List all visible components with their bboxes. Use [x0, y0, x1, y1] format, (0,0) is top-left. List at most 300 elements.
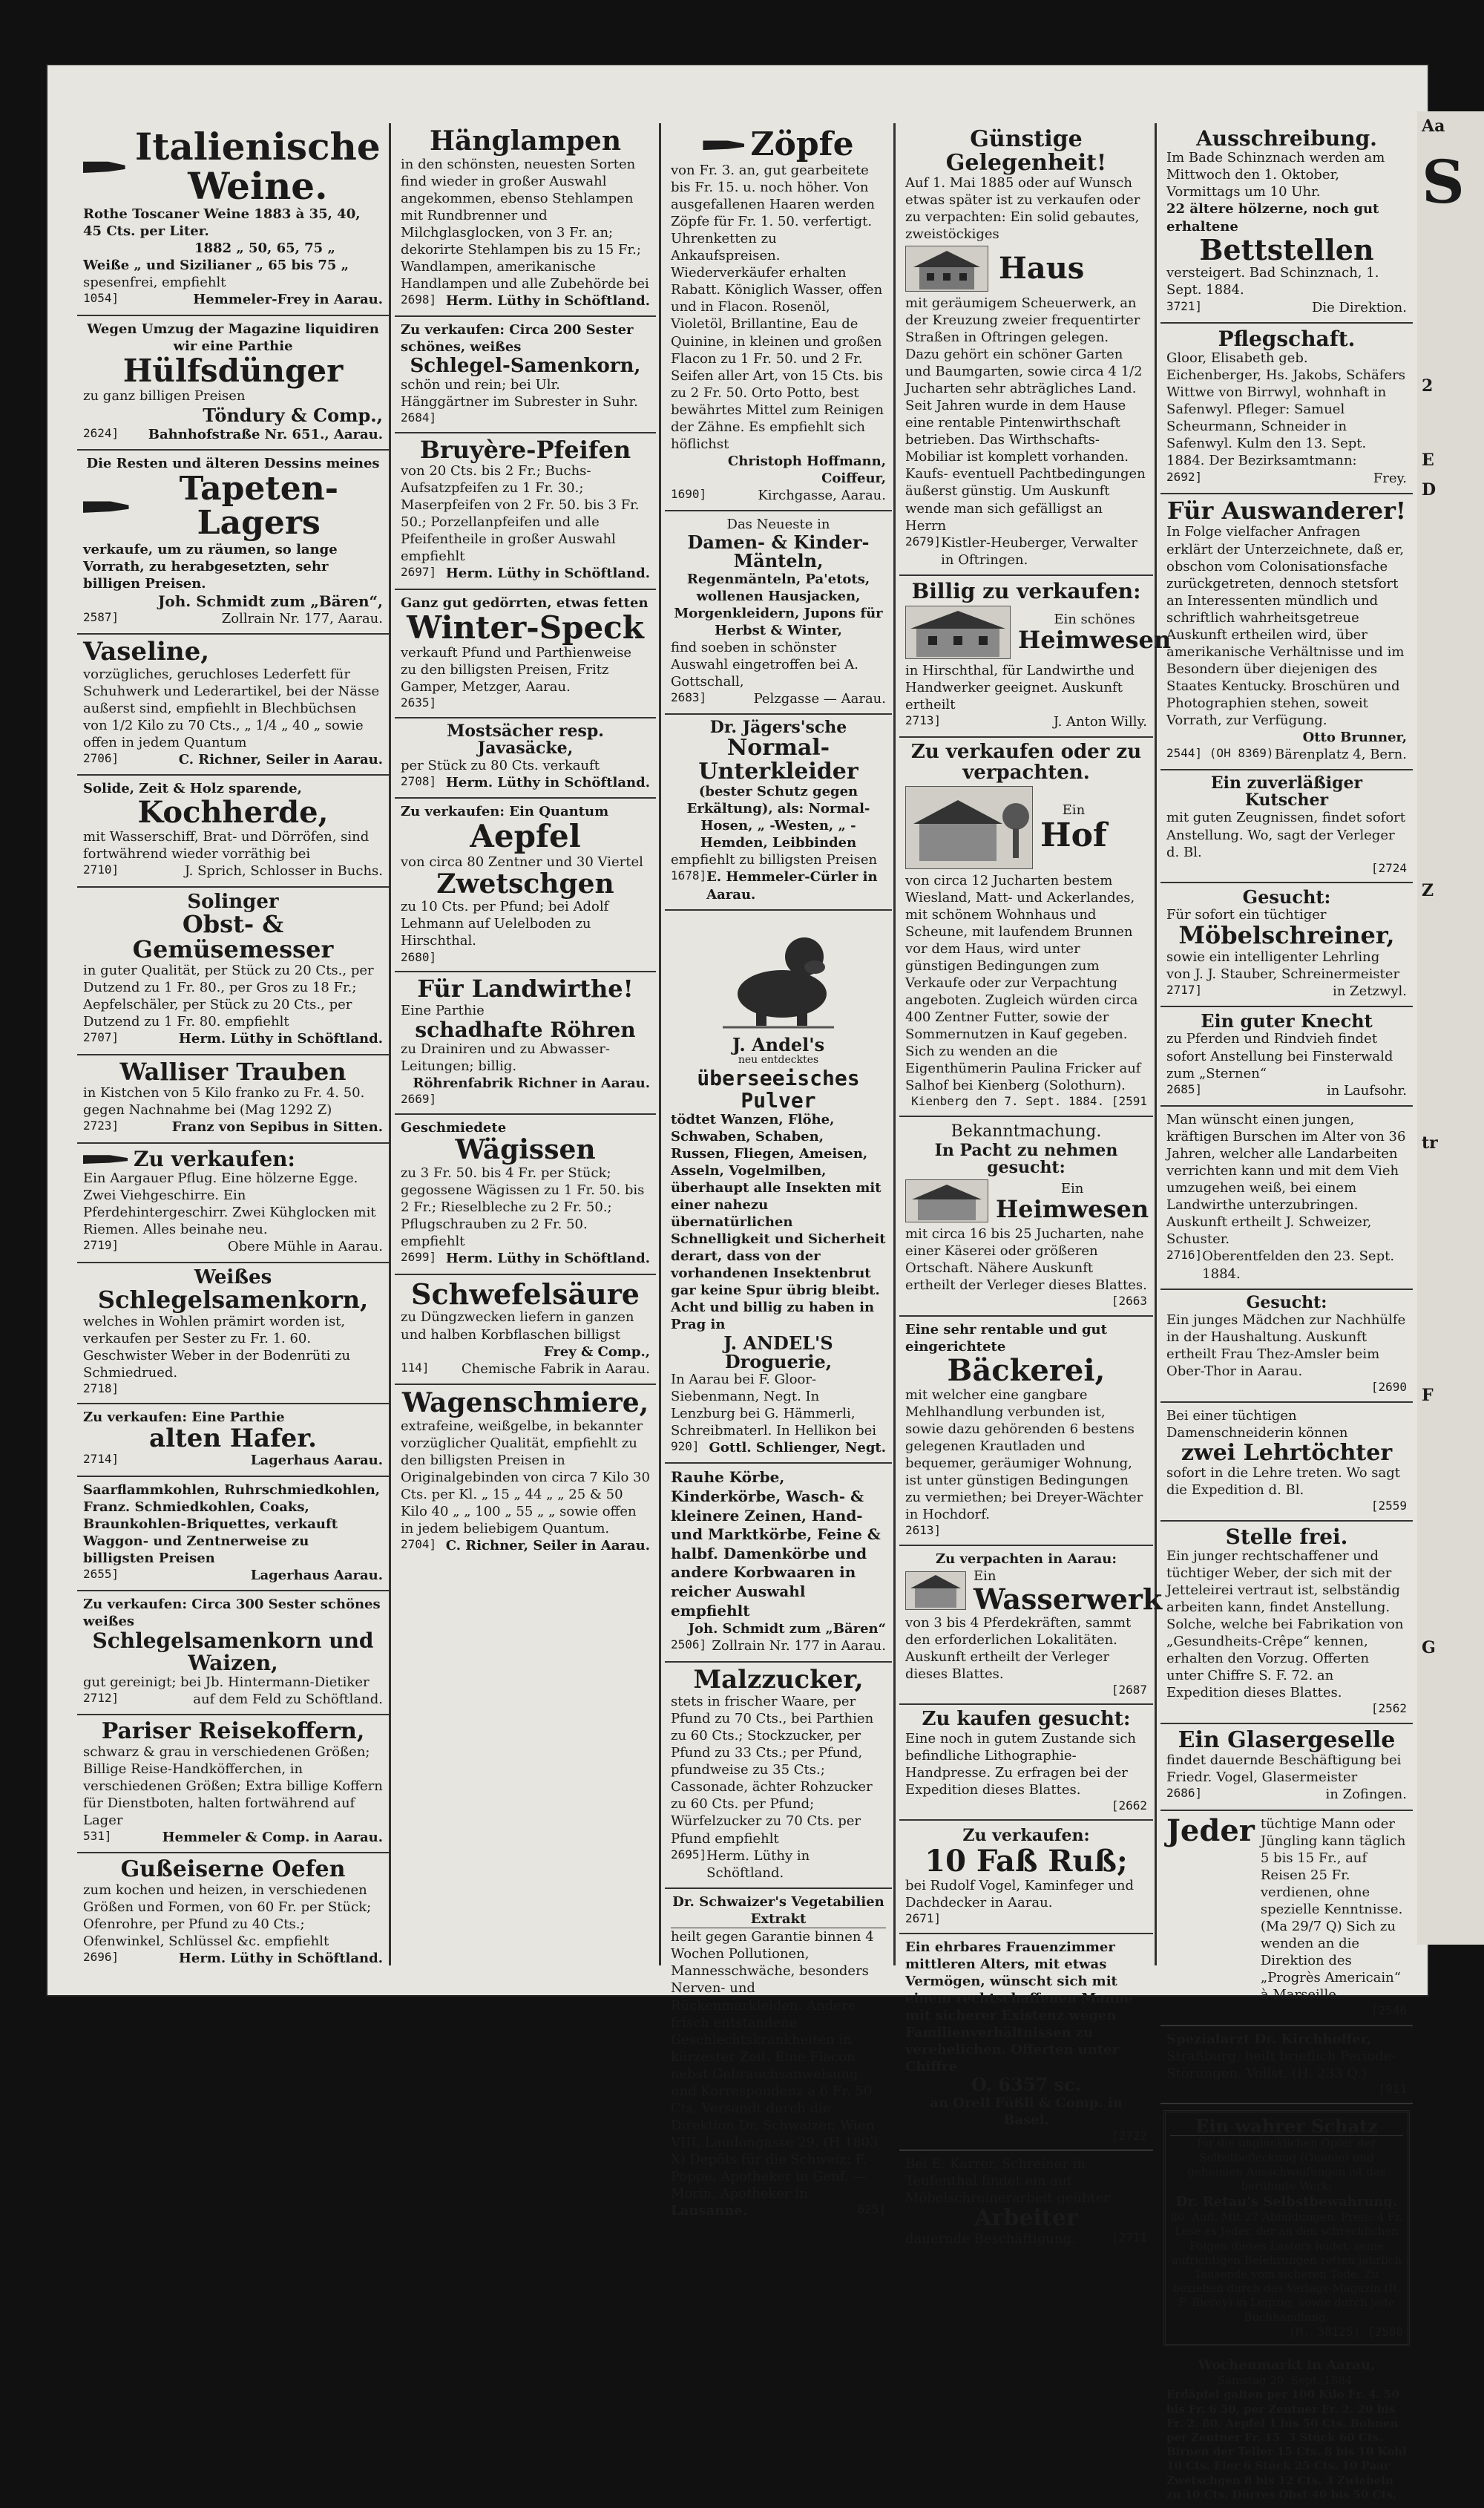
ad-signature: auf dem Feld zu Schöftland.: [193, 1692, 383, 1708]
farm-illustration: [905, 786, 1033, 869]
ad-text: Ein: [1062, 802, 1086, 819]
ad-title: Billig zu verkaufen:: [911, 579, 1141, 604]
ad-fass-russ: [899, 1821, 1153, 1934]
ad-signature: C. Richner, Seiler in Aarau.: [445, 1537, 650, 1553]
ad-text: Gloor, Elisabeth geb. Eichenberger, Hs. Jakobs, Schäfers Wittwe von Birrwyl, wohnhaft in Safenwyl. Pfleger: Samuel Scheurmann, Schneider in Safenwyl. Kulm den 13. Sept. 1884. Der Bezirksamtmann:: [1166, 350, 1406, 469]
ad-text: Wegen Umzug der Magazine liquidiren wir eine Parthie: [87, 321, 379, 354]
ad-title: Ein wahrer Schatz: [1170, 2117, 1403, 2136]
ad-number: 920]: [671, 1439, 700, 1453]
ad-firm: Christoph Hoffmann, Coiffeur,: [727, 453, 886, 486]
ad-text: bei Rudolf Vogel, Kaminfeger und Dachdecker in Aarau.: [905, 1878, 1134, 1911]
ad-text: Saarflammkohlen, Ruhrschmiedkohlen, Franz. Schmiedkohlen, Coaks, Braunkohlen-Briquettes, verkauft Waggon- und Zentnerweise zu billigsten Preisen: [83, 1481, 381, 1566]
ad-signature: Zollrain Nr. 177, Aarau.: [221, 610, 383, 626]
ad-schlegelsamenkorn-waizen: [77, 1591, 389, 1715]
house-illustration: [905, 1571, 966, 1610]
ad-alten-hafer: [77, 1404, 389, 1477]
ad-number: 2707]: [83, 1030, 119, 1045]
ad-title: 10 Faß Ruß;: [925, 1844, 1128, 1879]
ad-firm: Joh. Schmidt zum „Bären“: [688, 1621, 886, 1637]
ad-text: extrafeine, weißgelbe, in bekannter vorzüglicher Qualität, empfiehlt zu den billigsten Preisen in Originalgebinden von circa 7 Kilo 30 Cts. per Kl. „ 15 „ 44 „ „ 25 & 50 Kilo 40 „ „ 100 „ 55 „ „ sowie offen in jedem beliebigem Quantum.: [401, 1418, 650, 1536]
ad-huelfsduenger: [77, 316, 389, 451]
ad-vaseline: [77, 635, 389, 776]
ad-number: 2624]: [83, 425, 119, 440]
ad-text: gut gereinigt; bei Jb. Hintermann-Dietiker: [83, 1674, 370, 1690]
ad-signature: Kistler-Heuberger, Verwalter in Oftringen.: [941, 534, 1137, 568]
ad-title: überseeisches Pulver: [697, 1066, 860, 1113]
ad-text: dauernde Beschäftigung.: [905, 2230, 1076, 2247]
ad-arbeiter-teufenthal: [899, 2151, 1153, 2253]
ad-wasserwerk: [899, 1546, 1163, 1706]
ad-title: J. Andel's: [732, 1034, 825, 1056]
ad-number: 2719]: [83, 1238, 119, 1253]
ad-text: Die Resten und älteren Dessins meines: [86, 456, 380, 472]
adjacent-page-text: 2: [1422, 376, 1434, 396]
adjacent-page-text: tr: [1422, 1133, 1438, 1153]
ad-title: Damen- & Kinder-Mänteln,: [687, 531, 870, 572]
ad-zu-verkaufen-pflug: [77, 1144, 389, 1263]
ad-title: Jeder: [1166, 1813, 1255, 1848]
ad-signature: Herm. Lüthy in Schöftland.: [445, 293, 650, 310]
ad-text: zum kochen und heizen, in verschiedenen Größen und Formen, von 60 Fr. per Stück; Ofenrohre, per Pfund zu 40 Cts.; Ofenwinkel, Schlüssel &c. empfiehlt: [83, 1882, 372, 1950]
ad-number: 3721]: [1166, 298, 1203, 313]
ad-signature: Herm. Lüthy in Schöftland.: [178, 1031, 383, 1047]
ad-number: (M. 38125) [2580: [1288, 2324, 1403, 2339]
ad-title: Walliser Trauben: [119, 1057, 347, 1086]
ad-title: Dr. Jägers'sche: [709, 718, 847, 738]
ad-number: [2546: [1370, 2003, 1407, 2018]
ad-number: 2506]: [671, 1637, 707, 1652]
ad-firm: Töndury & Comp.,: [203, 404, 383, 426]
ad-pflegschaft: [1160, 324, 1413, 494]
ad-tapeten-lager: [77, 451, 389, 635]
ad-solinger-messer: [77, 888, 389, 1055]
ad-signature: in Zetzwyl.: [1332, 983, 1407, 999]
pointing-hand-icon: [83, 154, 125, 180]
ad-number: 1678]: [671, 868, 707, 883]
ad-number: 2683]: [671, 690, 707, 704]
adjacent-page-text: F: [1422, 1386, 1434, 1405]
column-rule: [893, 123, 896, 1965]
ad-text: Bei einer tüchtigen Damenschneiderin können: [1166, 1407, 1348, 1441]
ad-text: von Fr. 3. an, gut gearbeitete bis Fr. 15. u. noch höher. Von ausgefallenen Haaren werden Zöpfe für Fr. 1. 50. verfertigt. Uhrenketten zu Ankaufspreisen. Wiederverkäufer erhalten Rabatt. Königlich Wasser, offen und in Flacon. Rosenöl, Violetöl, Brillantine, Eau de Quinine, in kleinen und großen Flacon zu 1 Fr. 50. und 2 Fr. Seifen aller Art, von 15 Cts. bis zu 2 Fr. 50. Orto Potto, best bewährtes Mittel zum Reinigen der Zähne. Es empfiehlt sich höflichst: [671, 163, 884, 452]
ad-number: 2669]: [401, 1092, 437, 1107]
house-illustration: [905, 1179, 988, 1222]
ad-maedchen-gesucht: [1160, 1290, 1413, 1403]
ad-fuer-landwirthe: [395, 972, 656, 1115]
ad-wochenmarkt: [1160, 2352, 1413, 2508]
ad-walliser-trauben: [77, 1055, 389, 1144]
ad-title: Pariser Reisekoffern,: [101, 1718, 365, 1745]
ad-title: Zu verkaufen oder zu verpachten.: [910, 741, 1142, 784]
ad-wagenschmiere: [395, 1385, 656, 1560]
ad-number: 2698]: [401, 292, 437, 307]
ad-text: in den schönsten, neuesten Sorten find wieder in großer Auswahl angekommen, ebenso Stehlampen mit Rundbrenner und Milchglasglocken, von 3 Fr. an; dekorirte Stehlampen bis zu 15 Fr.; Wandlampen, amerikanische Handlampen und alle Zubehörde bei: [401, 156, 649, 292]
ad-text: Im Bade Schinznach werden am Mittwoch den 1. Oktober, Vormittags um 10 Uhr.: [1166, 150, 1385, 200]
ad-text: Für sofort ein tüchtiger: [1166, 907, 1327, 923]
adjacent-page-text: S: [1422, 147, 1465, 217]
adjacent-page-text: G: [1422, 1638, 1436, 1657]
ad-title: Hülfsdünger: [122, 352, 344, 389]
adjacent-page-text: Z: [1422, 881, 1434, 900]
ad-firm: Röhrenfabrik Richner in Aarau.: [413, 1075, 650, 1092]
ad-text: Zu verkaufen: Eine Parthie: [83, 1409, 285, 1425]
ad-number: 2544] (OH 8369): [1166, 745, 1274, 760]
ad-firm: Frey & Comp.,: [543, 1343, 650, 1360]
ad-text: für die unglücklichen Opfer der Selbstbefleckung (Onanie) und geheimen Ausschweifungen ist das berühmte Werk:: [1187, 2136, 1386, 2193]
ad-text: in guter Qualität, per Stück zu 20 Cts., per Dutzend zu 1 Fr. 80., per Gros zu 18 Fr.; Aepfelschäler, per Stück zu 20 Cts., per Dutzend zu 1 Fr. 80. empfiehlt: [83, 963, 374, 1030]
ad-title: Dr. Schwaizer's Vegetabilien Extrakt: [671, 1893, 886, 1928]
ad-title: Bettstellen: [1199, 232, 1374, 266]
ad-signature: Hemmeler & Comp. in Aarau.: [162, 1830, 383, 1846]
ad-number: Kienberg den 7. Sept. 1884. [2591: [911, 1094, 1147, 1109]
ad-text: tödtet Wanzen, Flöhe, Schwaben, Schaben, Russen, Fliegen, Ameisen, Asseln, Vogelmilben, überhaupt alle Insekten mit einer nahezu übernatürlichen Schnelligkeit und Sicherheit derart, dass von der vorhandenen Insektenbrut gar keine Spur übrig bleibt. Acht und billig zu haben in Prag in: [671, 1112, 886, 1333]
ad-glasergeselle: [1160, 1724, 1413, 1811]
ad-signature: Herm. Lüthy in Schöftland.: [445, 566, 650, 582]
ad-number: [2687: [1111, 1682, 1147, 1697]
ad-text: Ein: [974, 1568, 997, 1584]
ad-title: Ausschreibung.: [1196, 126, 1377, 151]
ad-number: [2711: [1111, 2230, 1147, 2245]
ad-text: zu Drainiren und zu Abwasser-Leitungen; billig.: [401, 1041, 610, 1075]
ad-text: spesenfrei, empfiehlt: [83, 275, 226, 291]
ad-number: [2690: [1370, 1380, 1407, 1395]
ad-text: Bekanntmachung.: [951, 1122, 1102, 1141]
ad-title: Haus: [999, 251, 1085, 287]
ad-signature: Lausanne.: [671, 2202, 748, 2219]
ad-text: Ein ehrbares Frauenzimmer mittleren Alters, mit etwas Vermögen, wünscht sich mit einem rechtschaffenen Manne mit sicherer Existenz wegen Familienverhältnissen zu verehelichen. Offerten unter Chiffre: [905, 1939, 1133, 2075]
ad-title: Pflegschaft.: [1218, 326, 1356, 351]
ad-title: Aepfel: [470, 818, 581, 855]
ad-text: find soeben in schönster Auswahl eingetroffen bei A. Gottschall,: [671, 639, 859, 690]
ad-text: Ein schönes: [1054, 612, 1135, 628]
ad-title: Möbelschreiner,: [1178, 921, 1395, 950]
ad-jeder-mann: [1160, 1811, 1413, 2026]
ad-andels-pulver: [665, 911, 892, 1464]
ad-title: Für Auswanderer!: [1167, 496, 1406, 525]
ad-text: neu entdecktes: [738, 1054, 819, 1067]
ad-text: Solide, Zeit & Holz sparende,: [83, 781, 302, 797]
ad-text: mit circa 16 bis 25 Jucharten, nahe einer Käserei oder größeren Ortschaft. Nähere Auskunft ertheilt der Verleger dieses Blattes.: [905, 1226, 1147, 1294]
ad-text: Straßburg, heilt brieflich Periode-Störungen. Vollst. (H. 233 Q.): [1166, 2048, 1396, 2081]
ad-signature: Herm. Lüthy in Schöftland.: [445, 1251, 650, 1267]
ad-signature: E. Hemmeler-Cürler in Aarau.: [706, 869, 878, 903]
column-5: [1160, 123, 1413, 2501]
ad-number: 2717]: [1166, 982, 1203, 997]
ad-schlegelsamenkorn-weber: [77, 1263, 389, 1404]
ad-firm: J. ANDEL'S Droguerie,: [723, 1332, 833, 1372]
ad-signature: Pelzgasse — Aarau.: [753, 690, 886, 707]
ad-number: 2635]: [401, 695, 437, 710]
ad-signature: Die Direktion.: [1311, 299, 1407, 315]
ad-text: 1882 „ 50, 65, 75 „: [194, 240, 335, 257]
ad-aepfel-zwetschgen: [395, 799, 656, 972]
ad-text: Eine noch in gutem Zustande sich befindliche Lithographie-Handpresse. Zu erfragen bei der Expedition dieses Blattes.: [905, 1730, 1137, 1798]
ad-stelle-frei: [1160, 1522, 1413, 1724]
ad-title: Gesucht:: [1246, 1293, 1327, 1312]
ad-text: schwarz & grau in verschiedenen Größen; Billige Reise-Handköfferchen, in verschiedenen Größen; Extra billige Koffern für Dienstboten, halten fortwährend auf Lager: [83, 1744, 383, 1829]
ad-number: 2704]: [401, 1536, 437, 1551]
ad-text: zu 3 Fr. 50. bis 4 Fr. per Stück; gegossene Wägissen zu 1 Fr. 50. bis 2 Fr.; Rieselbleche zu 2 Fr. 50.; Pflugschrauben zu 2 Fr. 50. empfiehlt: [401, 1165, 645, 1250]
ad-text: mit geräumigem Scheuerwerk, an der Kreuzung zweier frequentirter Straßen in Oftringen gelegen. Dazu gehört ein schöner Garten und Baumgarten, sowie circa 4 1/2 Jucharten sehr abträgliches Land. Seit Jahren wurde in dem Hause eine rentable Pintenwirthschaft betrieben. Das Wirthschafts-Mobiliar ist komplett vorhanden. Kaufs- eventuell Pachtbedingungen äußerst günstig. Um Auskunft wende man sich gefälligst an Herrn: [905, 295, 1146, 534]
ad-text: mit guten Zeugnissen, findet sofort Anstellung. Wo, sagt der Verleger d. Bl.: [1166, 810, 1406, 860]
ad-number: 2686]: [1166, 1786, 1203, 1801]
ad-signature: Gottl. Schlienger, Negt.: [709, 1440, 886, 1456]
ad-text: empfiehlt zu billigsten Preisen: [671, 852, 878, 868]
ad-number: 2697]: [401, 565, 437, 580]
ad-signature: Franz von Sepibus in Sitten.: [171, 1119, 383, 1136]
pointing-hand-icon: [83, 1149, 128, 1168]
ad-signature: in Laufsohr.: [1326, 1082, 1407, 1099]
ad-title: Tapeten-Lagers: [179, 470, 338, 543]
ad-title: Solinger: [187, 890, 279, 913]
ad-title: Hänglampen: [429, 125, 622, 157]
ad-title: Hof: [1040, 816, 1107, 855]
ad-firm: Joh. Schmidt zum „Bären“,: [157, 592, 383, 610]
dog-illustration: [715, 920, 841, 1031]
ad-signature: Zollrain Nr. 177 in Aarau.: [712, 1638, 886, 1654]
ad-title: Mostsächer resp. Javasäcke,: [447, 721, 604, 758]
ad-knecht: [1160, 1007, 1413, 1107]
ad-title: Ein zuverläßiger Kutscher: [1210, 773, 1363, 811]
ad-text: in Hirschthal, für Landwirthe und Handwerker geeignet. Auskunft ertheilt: [905, 662, 1135, 713]
ad-firm: Otto Brunner,: [1302, 729, 1407, 745]
ad-number: 2706]: [83, 750, 119, 765]
ad-text: Man wünscht einen jungen, kräftigen Burschen im Alter von 36 Jahren, welcher alle Landarbeiten verrichten kann und mit dem Vieh umzugehen weiß, bei einem Landwirthe unterzubringen. Auskunft ertheilt J. Schweizer, Schuster.: [1166, 1111, 1406, 1248]
ad-signature: Obere Mühle in Aarau.: [227, 1239, 383, 1255]
ad-title: Schwefelsäure: [411, 1277, 640, 1311]
newspaper-page: [47, 65, 1428, 2501]
ad-normal-unterkleider: [665, 715, 892, 911]
ad-number: [911: [1378, 2081, 1407, 2096]
ad-lithographie-presse: [899, 1705, 1153, 1821]
ad-number: 1054]: [83, 291, 119, 306]
pointing-hand-icon: [83, 494, 129, 519]
ad-text: Ein: [1060, 1180, 1084, 1196]
ad-title: Zöpfe: [750, 125, 854, 163]
ad-text: Eine sehr rentable und gut eingerichtete: [905, 1321, 1107, 1355]
ad-text: schön und rein; bei Ulr. Hänggärtner im Subrester in Suhr.: [401, 376, 638, 410]
ad-title: Arbeiter: [974, 2205, 1078, 2232]
ad-number: 531]: [83, 1829, 112, 1844]
ad-italienische-weine: [77, 123, 389, 316]
ad-title: Spezialarzt Dr. Kirchhoffer,: [1166, 2031, 1372, 2047]
ad-text: mit Wasserschiff, Brat- und Dörröfen, sind fortwährend wieder vorräthig bei: [83, 829, 370, 862]
ad-title: In Pacht zu nehmen gesucht:: [934, 1140, 1118, 1177]
ad-number: 2712]: [83, 1691, 119, 1706]
ad-text: versteigert. Bad Schinznach, 1. Sept. 1884.: [1166, 265, 1379, 298]
ad-hof-kienberg: [899, 738, 1153, 1116]
ad-signature: Lagerhaus Aarau.: [250, 1567, 383, 1583]
ad-number: 2723]: [83, 1119, 119, 1133]
ad-number: [2559: [1370, 1499, 1407, 1513]
ad-signature: Kirchgasse, Aarau.: [758, 487, 886, 503]
ad-pacht-heimwesen: [899, 1117, 1153, 1317]
ad-signature: C. Richner, Seiler in Aarau.: [178, 751, 383, 767]
ad-text: welches in Wohlen prämirt worden ist, verkaufen per Sester zu Fr. 1. 60. Geschwister Weber in der Bodenrüti zu Schmiedrued.: [83, 1313, 351, 1381]
ad-malzzucker: [665, 1663, 892, 1890]
ad-text: Rothe Toscaner Weine 1883 à 35, 40, 45 Cts. per Liter.: [83, 206, 361, 240]
ad-text: Zu verkaufen: Ein Quantum: [401, 804, 609, 820]
ad-baeckerei: [899, 1317, 1153, 1546]
column-rule: [389, 123, 391, 1965]
ad-signature: Lagerhaus Aarau.: [250, 1453, 383, 1469]
ad-schwefelsaeure: [395, 1275, 656, 1385]
ad-number: 2613]: [905, 1522, 942, 1537]
ad-zoepfe: [665, 123, 892, 511]
ad-guenstige-gelegenheit: [899, 123, 1153, 576]
ad-number: [2663: [1111, 1294, 1147, 1309]
ad-damen-kinder-maentel: [665, 511, 892, 715]
ad-text: Zu verkaufen: Circa 300 Sester schönes weißes: [83, 1597, 381, 1630]
ad-text: Eine Parthie: [401, 1002, 485, 1018]
ad-text: Bei E. Karrer, Schreiner in Teufenthal findet ein auf Möbelschreinerarbeit geübter: [905, 2156, 1110, 2207]
ad-title: Schlegel-Samenkorn,: [410, 354, 641, 377]
ad-text: an Orell Füßli & Comp. in Basel.: [930, 2095, 1123, 2128]
ad-signature: J. Anton Willy.: [1053, 713, 1147, 730]
column-rule: [1155, 123, 1157, 1965]
column-1: [77, 123, 389, 1973]
ad-text: zu Pferden und Rindvieh findet sofort Anstellung bei Finsterwald zum „Sternen“: [1166, 1031, 1393, 1081]
ad-title: Zwetschgen: [436, 868, 614, 900]
ad-text: Zu verpachten in Aarau:: [935, 1551, 1117, 1567]
ad-signature: in Zofingen.: [1325, 1787, 1407, 1803]
ad-title: Ein guter Knecht: [1201, 1010, 1373, 1032]
ad-text: von circa 12 Jucharten bestem Wiesland, Matt- und Ackerlandes, mit schönem Wohnhaus und Scheune, mit laufendem Brunnen vor dem Haus, wird unter günstigen Bedingungen zum Verkaufe oder zur Verpachtung angeboten. Zugleich würden circa 400 Zentner Futter, sowie der Sommernutzen in Kauf gegeben. Sich zu wenden an die Eigenthümerin Paulina Fricker auf Salhof bei Kienberg (Solothurn).: [905, 872, 1141, 1094]
ad-title: Vaseline,: [83, 637, 210, 667]
adjacent-page-edge: [1417, 111, 1484, 1945]
ad-text: Ein junger rechtschaffener und tüchtiger Weber, der sich mit der Jetteleirei vertraut ist, selbständig arbeiten kann, findet Anstellung. Solche, welche bei Fabrikation von „Gesundheits-Crêpe“ kennen, erhalten den Vorzug. Offerten unter Chiffre S. F. 72. an Expedition dieses Blattes.: [1166, 1548, 1404, 1701]
ad-text: zu 10 Cts. per Pfund; bei Adolf Lehmann auf Uelelboden zu Hirschthal.: [401, 899, 609, 949]
ad-number: 2679]: [905, 534, 942, 549]
ad-text: verkaufe, um zu räumen, so lange Vorrath, zu herabgesetzten, sehr billigen Preisen.: [83, 541, 338, 592]
ad-number: 2696]: [83, 1950, 119, 1965]
farmhouse-illustration: [905, 606, 1011, 659]
ad-title: Schlegelsamenkorn und Waizen,: [92, 1628, 374, 1675]
ad-title: Normal-Unterkleider: [698, 735, 858, 785]
ad-signature: Bärenplatz 4, Bern.: [1275, 746, 1407, 762]
ad-number: [2562: [1370, 1701, 1407, 1716]
ad-title: Schlegelsamenkorn,: [97, 1285, 369, 1314]
ad-number: 2587]: [83, 609, 119, 624]
ad-text: Zu verkaufen: Circa 200 Sester schönes, weißes: [401, 322, 634, 356]
ad-number: [2722: [1111, 2128, 1147, 2143]
ad-title: Bruyère-Pfeifen: [419, 435, 631, 464]
ad-heimwesen-hirschthal: [899, 576, 1172, 738]
ad-title: alten Hafer.: [149, 1423, 317, 1453]
ad-number: 2680]: [401, 949, 437, 964]
ad-wahrer-schatz: [1163, 2110, 1410, 2346]
ad-text: Weiße „ und Sizilianer „ 65 bis 75 „: [83, 258, 349, 274]
ad-text: stets in frischer Waare, per Pfund zu 70 Cts., bei Parthien zu 60 Cts.; Stockzucker, per Pfund zu 33 Cts.; per Pfund, pfundweise zu 35 Cts.; Cassonade, ächter Rohzucker zu 60 Cts. per Pfund; Würfelzucker zu 70 Cts. per Pfund empfiehlt: [671, 1694, 874, 1847]
ad-number: 2713]: [905, 713, 942, 727]
ad-text: (bester Schutz gegen Erkältung), als: Normal-Hosen, „ -Westen, „ -Hemden, Leibbinden: [686, 784, 870, 851]
ad-fuer-auswanderer: [1160, 494, 1413, 770]
ad-title: Heimwesen: [1018, 626, 1172, 655]
ad-title: Bäckerei,: [947, 1352, 1106, 1388]
ad-number: 2685]: [1166, 1081, 1203, 1096]
ad-text: Ganz gut gedörrten, etwas fetten: [401, 595, 649, 611]
ad-kutscher: [1160, 770, 1413, 883]
ad-title: Zu verkaufen:: [134, 1146, 295, 1171]
adjacent-page-text: D: [1422, 480, 1437, 500]
house-illustration: [905, 246, 988, 292]
column-4: [899, 123, 1172, 2247]
ad-title: Wasserwerk: [974, 1582, 1163, 1616]
ad-number: 2708]: [401, 774, 437, 789]
ad-text: Erdäpfel galten per 100 Kilo Fr. 4. 50 bis Fr. 6 50, per Zentner Fr. 2. 20 bis Fr. 2. 80. Aepfel 1 bis 50 Cts. Bohnen per Zentner Fr. 15. 3 Stück 60 Cts. Birnen der Teller 15 Cts. 8 bis 10 Kohl 10 Cts. Eier 6 Stück 25 Cts. 10 Paar Zwetschgen 8 bis 12 Cts. 3 Zwiebeln zu 10 Cts. Dürres Obst 40 bis 50 Cts.: [1166, 2388, 1407, 2501]
ad-signature: Chemische Fabrik in Aarau.: [461, 1361, 650, 1377]
ad-schlegel-samenkorn: [395, 317, 656, 433]
ad-text: zu ganz billigen Preisen: [83, 387, 246, 404]
ad-text: von 20 Cts. bis 2 Fr.; Buchs-Aufsatzpfeifen zu 1 Fr. 30.; Maserpfeifen von 2 Fr. 50. bis 3 Fr. 50.; Porzellanpfeifen und alle Pfeifentheile in großer Auswahl empfiehlt: [401, 463, 640, 565]
ad-number: 2714]: [83, 1452, 119, 1467]
ad-text: von circa 80 Zentner und 30 Viertel: [401, 854, 643, 870]
ad-text: In Aarau bei F. Gloor-Siebenmann, Negt. In Lenzburg bei G. Hämmerli, Schreibmaterl. In Hellikon bei: [671, 1371, 877, 1438]
ad-text: sofort in die Lehre treten. Wo sagt die Expedition d. Bl.: [1166, 1465, 1401, 1499]
ad-text: Das Neueste in: [726, 517, 830, 533]
ad-title: Obst- & Gemüsemesser: [132, 910, 334, 963]
ad-text: Ein junges Mädchen zur Nachhülfe in der Haushaltung. Auskunft ertheilt Frau Thez-Amsler beim Ober-Thor in Aarau.: [1166, 1312, 1406, 1380]
ad-number: 625]: [857, 2201, 886, 2216]
ad-text: zu Düngzwecken liefern in ganzen und halben Korbflaschen billigst: [401, 1309, 634, 1343]
ad-signature: Hemmeler-Frey in Aarau.: [193, 292, 383, 308]
ad-text: tüchtige Mann oder Jüngling kann täglich 5 bis 15 Fr., auf Reisen 25 Fr. verdienen, ohne spezielle Kenntnisse. (Ma 29/7 Q) Sich zu wenden an die Direktion des „Progrès Americain“ à Marseille.: [1260, 1815, 1406, 2003]
ad-moebelschreiner: [1160, 883, 1413, 1007]
ad-waegissen: [395, 1115, 656, 1274]
ad-korbwaaren: [665, 1464, 892, 1662]
ad-title: Wägissen: [455, 1134, 596, 1166]
pointing-hand-icon: [703, 134, 744, 155]
adjacent-page-text: Aa: [1422, 117, 1445, 136]
ad-text: mit welcher eine gangbare Mehlhandlung verbunden ist, sowie dazu gehörenden 6 bestens gelegenen Krautladen und bequemer, geräumiger Wohnung, ist unter günstigen Bedingungen zu vermiethen; bei Dreyer-Wächter in Hochdorf.: [905, 1386, 1143, 1522]
ad-text: 80. Aufl. Mit 27 Abbildungen. Preis: 4 Fr. Lese es Jeder, der an den schrecklichen Folgen dieses Lasters leidet, seine aufrichtigen Belehrungen retten jährlich Tausende vom sicheren Tode. Zu beziehen durch das Verlags-Magazin (R. F. Bierey) in Leipzig, sowie durch jede Buchhandlung.: [1170, 2210, 1403, 2324]
ad-title: Heimwesen: [996, 1194, 1149, 1223]
ad-title: Günstige Gelegenheit!: [945, 126, 1107, 176]
ad-number: 2695]: [671, 1847, 707, 1862]
ad-winter-speck: [395, 590, 656, 718]
ad-title: Wagenschmiere,: [401, 1386, 649, 1418]
ad-signature: Herm. Lüthy in Schöftland.: [445, 775, 650, 791]
ad-heiratsgesuch: [899, 1934, 1153, 2151]
ad-text: Rauhe Körbe, Kinderkörbe, Wasch- & kleinere Zeinen, Hand- und Marktkörbe, Feine & halbf. Damenkörbe und andere Korbwaaren in reicher Auswahl empfiehlt: [671, 1468, 881, 1620]
ad-text: Zu verkaufen:: [962, 1826, 1090, 1846]
ad-title: Weißes: [194, 1266, 272, 1289]
ad-number: 1690]: [671, 486, 707, 501]
ad-kohlen: [77, 1477, 389, 1592]
ad-text: 22 ältere hölzerne, noch gut erhaltene: [1166, 201, 1379, 235]
ad-mostsaecke: [395, 718, 656, 799]
ad-signature: Herm. Lüthy in Schöftland.: [178, 1951, 383, 1967]
ad-title: Dr. Retau's Selbstbewahrung.: [1175, 2194, 1398, 2210]
ad-number: 2684]: [401, 410, 437, 425]
ad-text: vorzügliches, geruchloses Lederfett für Schuhwerk und Lederartikel, bei der Nässe außerst sind, empfiehlt in Blechbüchsen von 1/2 Kilo zu 70 Cts., „ 1/4 „ 40 „ sowie offen in jedem Quantum: [83, 666, 380, 750]
ad-number: 114]: [401, 1360, 430, 1375]
ad-number: 2710]: [83, 862, 119, 877]
ad-title: Stelle frei.: [1225, 1524, 1348, 1549]
column-rule: [659, 123, 661, 1965]
ad-text: per Stück zu 80 Cts. verkauft: [401, 758, 600, 774]
ad-signature: J. Sprich, Schlosser in Buchs.: [184, 863, 383, 880]
ad-title: Wochenmarkt in Aarau,: [1198, 2357, 1376, 2374]
ad-title: O. 6357 sc.: [971, 2074, 1081, 2096]
column-2: [395, 123, 656, 1973]
ad-title: Kochherde,: [137, 795, 329, 831]
ad-number: 2718]: [83, 1381, 119, 1395]
ad-lehrtoechter: [1160, 1403, 1413, 1522]
ad-vegetabilien-extrakt: [665, 1889, 892, 2225]
ad-gusseiserne-oefen: [77, 1853, 389, 1973]
ad-number: 2716]: [1166, 1248, 1203, 1263]
